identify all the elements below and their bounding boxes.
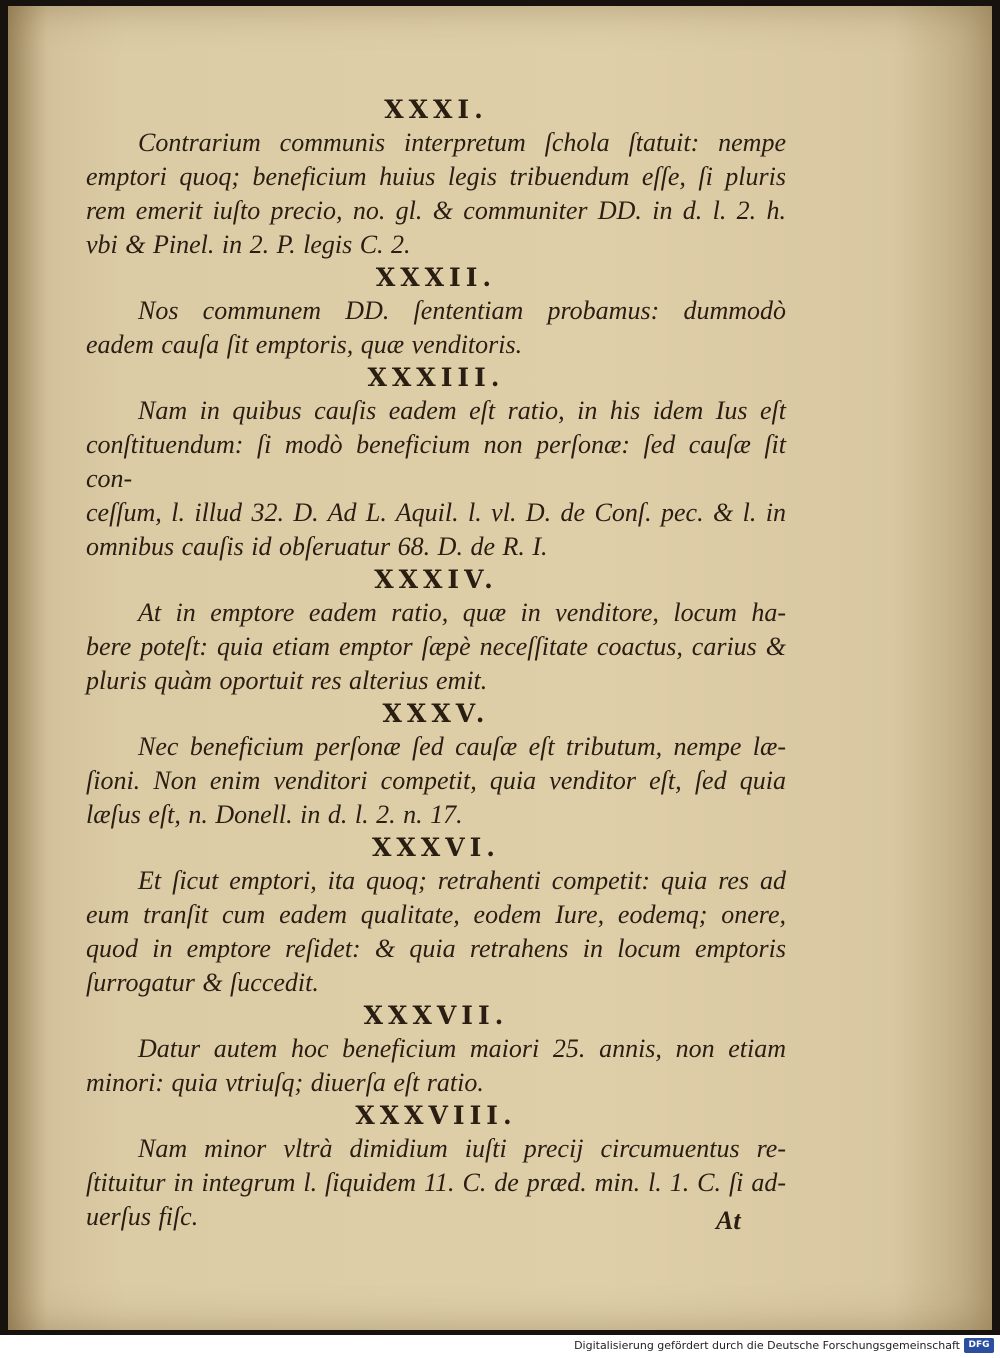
text-line: pluris quàm oportuit res alterius emit. [86,666,488,695]
text-line: ſtituitur in integrum l. ſiquidem 11. C. de præd. min. l. 1. C. ſi ad- [86,1168,786,1197]
text-line: læſus eſt, n. Donell. in d. l. 2. n. 17. [86,800,463,829]
text-line: uerſus fiſc. [86,1202,199,1231]
text-line: eadem cauſa ſit emptoris, quæ venditoris. [86,330,523,359]
text-line: Nam minor vltrà dimidium iuſti precij circumuentus re- [138,1134,786,1163]
footer-bar [0,1335,1000,1358]
text-line: Et ſicut emptori, ita quoq; retrahenti competit: quia res ad [138,866,786,895]
section-heading: XXXVIII. [355,1101,517,1130]
text-line: At in emptore eadem ratio, quæ in venditore, locum ha- [138,598,786,627]
catchword: At [716,1206,741,1235]
section-heading: XXXI. [384,95,488,124]
text-line: Nos communem DD. ſententiam probamus: dummodò [138,296,786,325]
text-line: Nec beneficium perſonæ ſed cauſæ eſt tributum, nempe læ- [138,732,786,761]
dfg-logo-icon: DFG [964,1338,994,1353]
section-heading: XXXII. [375,263,497,292]
section-heading: XXXIII. [367,363,505,392]
text-line: ceſſum, l. illud 32. D. Ad L. Aquil. l. vl. D. de Conſ. pec. & l. in [86,498,786,527]
text-line: ſurrogatur & ſuccedit. [86,968,319,997]
section-heading: XXXV. [382,699,490,728]
text-block [86,94,786,1234]
funding-note: Digitalisierung gefördert durch die Deutsche Forschungsgemeinschaft [574,1339,960,1352]
text-line: Nam in quibus cauſis eadem eſt ratio, in his idem Ius eſt [138,396,786,425]
text-line: bere poteſt: quia etiam emptor ſæpè neceſſitate coactus, carius & [86,632,786,661]
text-line: conſtituendum: ſi modò beneficium non perſonæ: ſed cauſæ ſit con- [86,430,786,493]
text-line: omnibus cauſis id obſeruatur 68. D. de R. I. [86,532,548,561]
text-line: emptori quoq; beneficium huius legis tribuendum eſſe, ſi pluris [86,162,786,191]
book-page [8,6,992,1330]
text-line: ſioni. Non enim venditori competit, quia venditor eſt, ſed quia [86,766,786,795]
text-line: rem emerit iuſto precio, no. gl. & communiter DD. in d. l. 2. h. [86,196,786,225]
text-line: Datur autem hoc beneficium maiori 25. annis, non etiam [138,1034,786,1063]
text-line: eum tranſit cum eadem qualitate, eodem Iure, eodemq; onere, [86,900,786,929]
section-heading: XXXVI. [372,833,500,862]
text-line: minori: quia vtriuſq; diuerſa eſt ratio. [86,1068,484,1097]
section-heading: XXXVII. [363,1001,509,1030]
text-line: Contrarium communis interpretum ſchola ſtatuit: nempe [138,128,786,157]
text-line: quod in emptore reſidet: & quia retrahens in locum emptoris [86,934,786,963]
section-heading: XXXIV. [374,565,498,594]
text-line: vbi & Pinel. in 2. P. legis C. 2. [86,230,411,259]
